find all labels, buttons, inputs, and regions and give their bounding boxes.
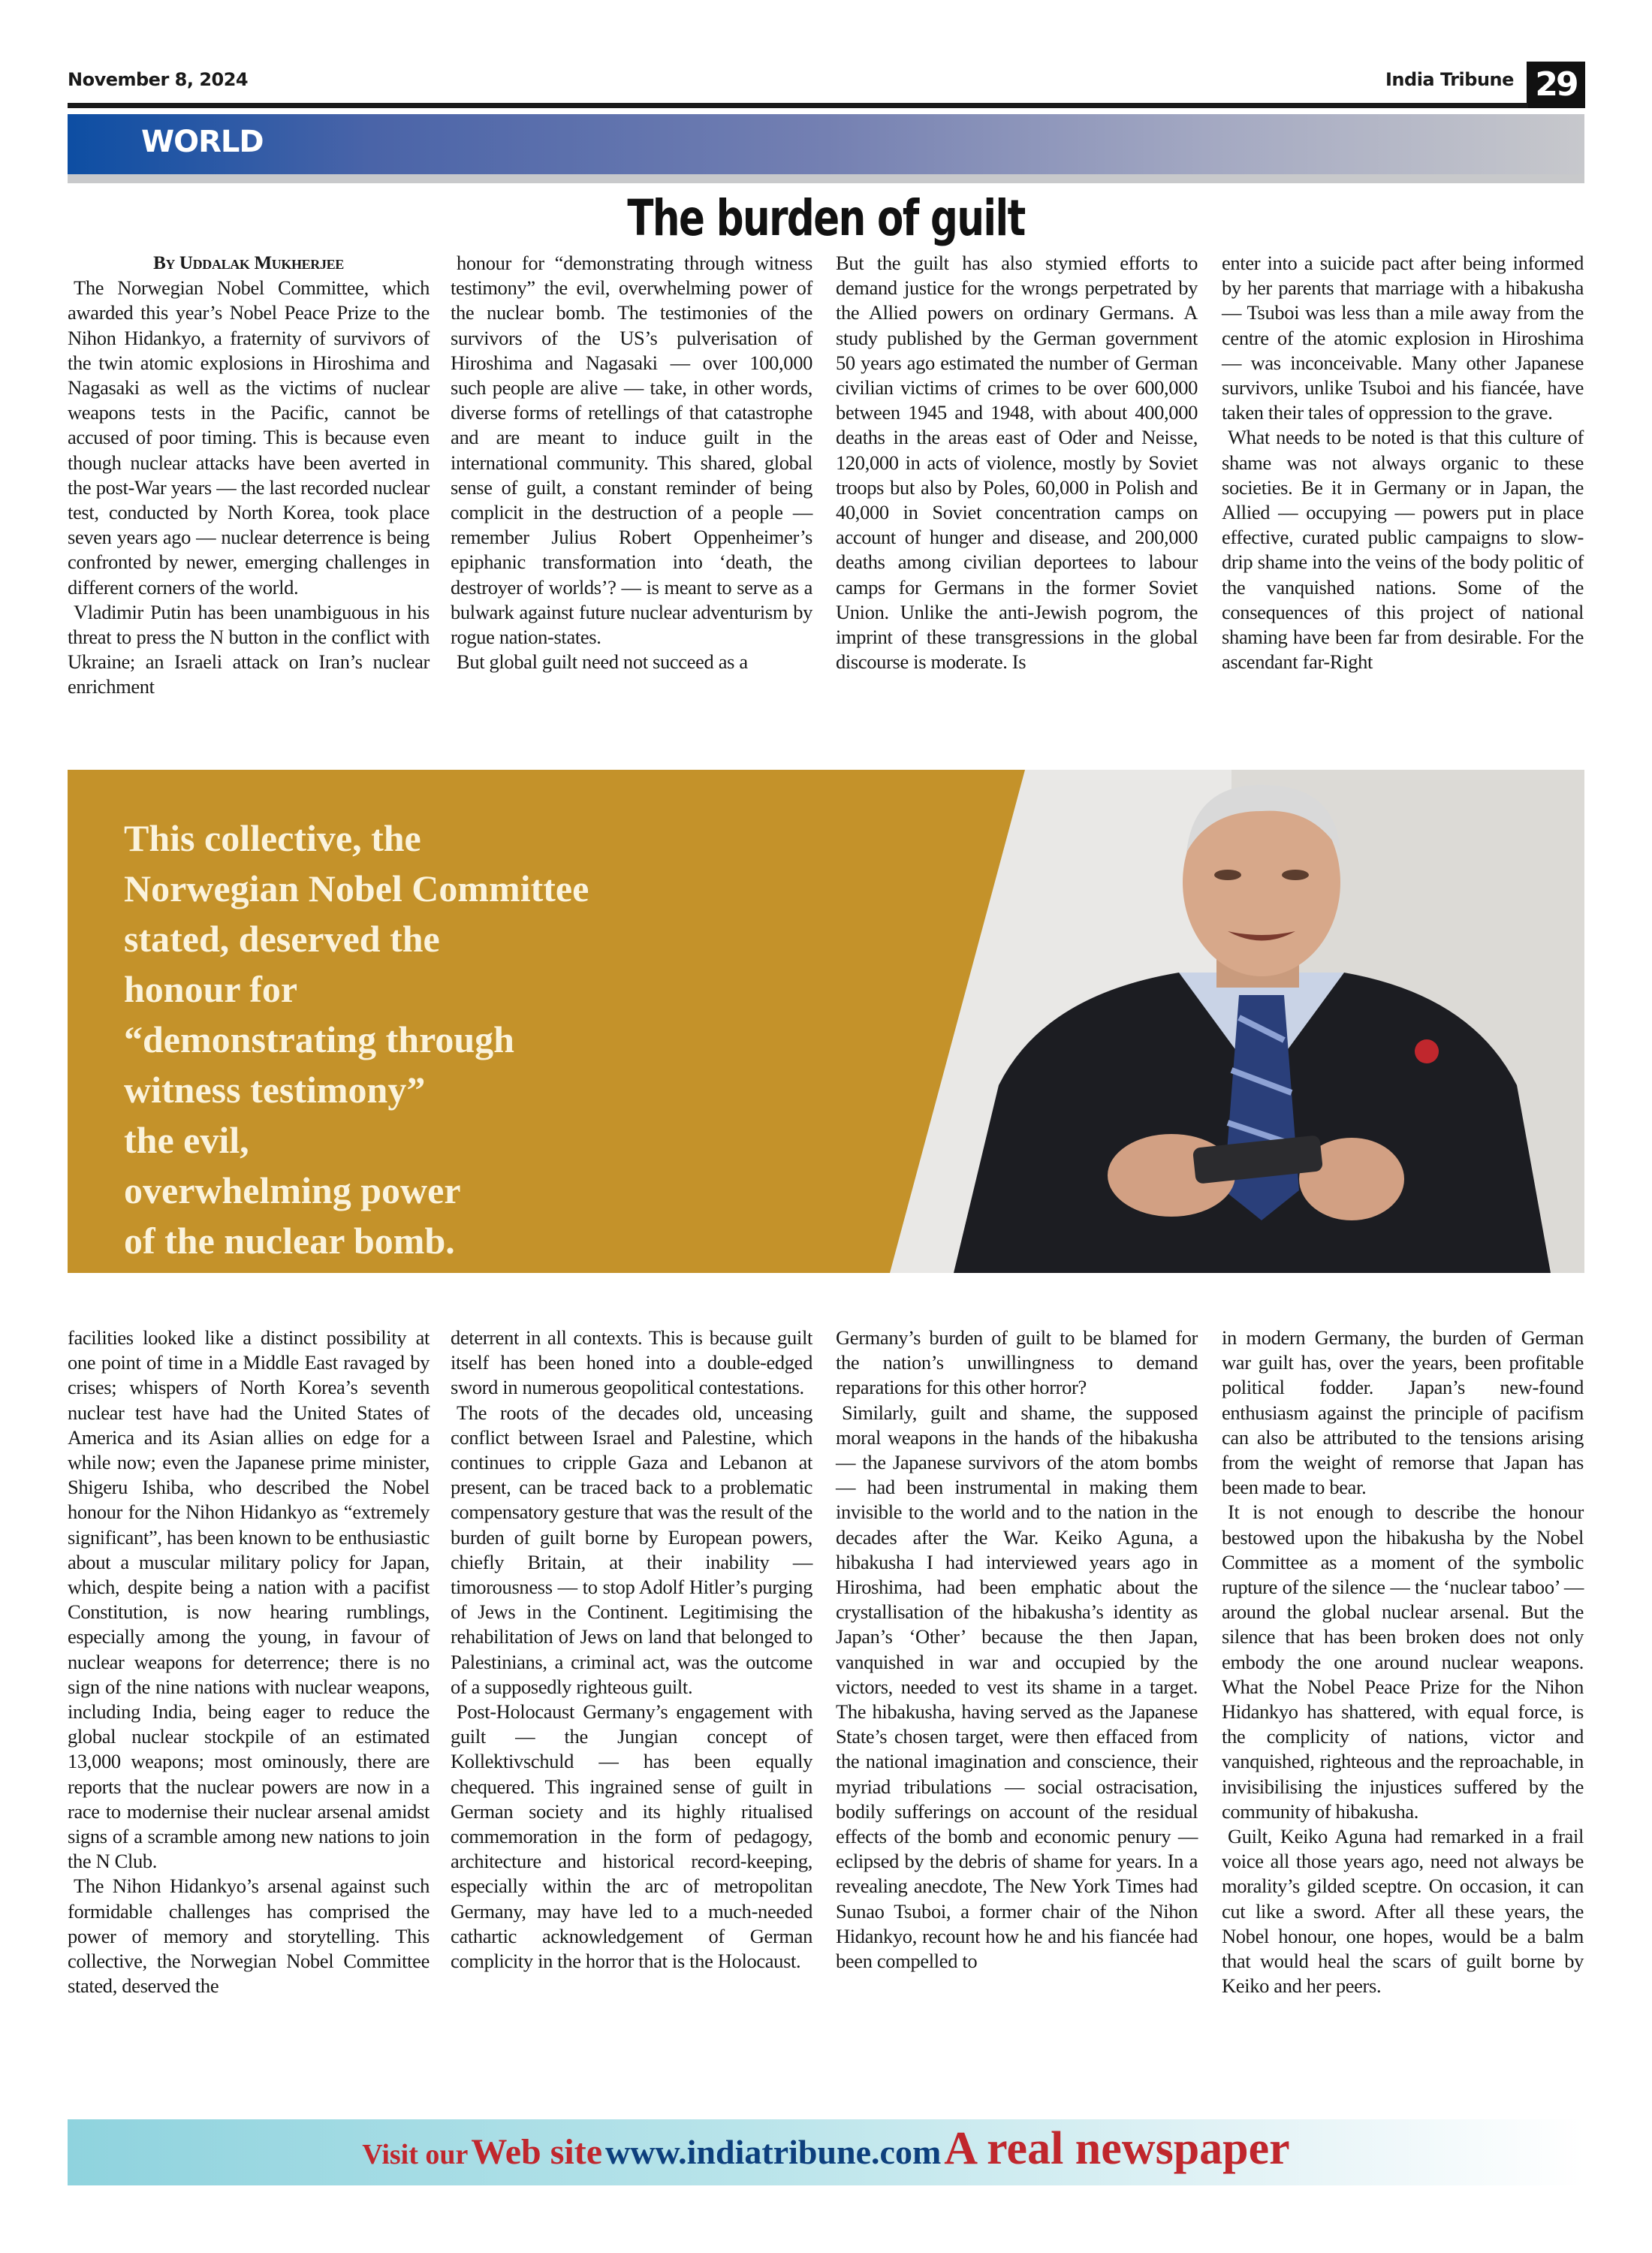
paragraph: Post-Holocaust Germany’s engagement with guilt — the Jungian concept of Kollektivschuld — has been equally chequered. This ingrained sense of guilt in German society and its highly ritualised commemoration in the form of pedagogy, architecture and historical record-keeping, especially within the arc of metropolitan Germany, may have led to a much-needed cathartic acknowledgement of German complicity in the horror that is the Holocaust.: [451, 1700, 812, 1973]
paragraph: Guilt, Keiko Aguna had remarked in a frail voice all those years ago, need not always be morality’s gilded sceptre. On occasion, it can cut like a sword. After all these years, the Nobel honour, one hopes, would be a balm that would heal the scars of guilt borne by Keiko and her peers.: [1222, 1825, 1584, 1998]
website-banner-text: [0, 2122, 1652, 2176]
pull-quote-line: stated, deserved the: [124, 918, 440, 960]
paragraph: Germany’s burden of guilt to be blamed for the nation’s unwillingness to demand reparations for this other horror?: [836, 1326, 1198, 1399]
issue-date: November 8, 2024: [68, 69, 249, 90]
paragraph: honour for “demonstrating through witness testimony” the evil, overwhelming power of the nuclear bomb. The testimonies of the survivors of the US’s pulverisation of Hiroshima and Nagasaki — over 100,000 such people are alive — take, in other words, diverse forms of retellings of that catastrophe and are meant to induce guilt in the international community. This shared, global sense of guilt, a constant reminder of being complicit in the destruction of a people — remember Julius Robert Oppenheimer’s epiphanic transformation into ‘death, the destroyer of worlds’? — is meant to serve as a bulwark against future nuclear adventurism by rogue nation-states.: [451, 252, 812, 649]
paragraph: What needs to be noted is that this culture of shame was not always organic to these societies. Be it in Germany or in Japan, the Allied — occupying — powers put in place effective, curated public campaigns to slow-drip shame into the veins of the body politic of the vanquished nations. Some of the consequences of this project of national shaming have been far from desirable. For the ascendant far-Right: [1222, 426, 1584, 674]
banner-web-site: Web site: [471, 2132, 603, 2172]
paragraph: The Nihon Hidankyo’s arsenal against such formidable challenges has comprised the power of memory and storytelling. This collective, the Norwegian Nobel Committee stated, deserved the: [68, 1874, 430, 1998]
paragraph: But the guilt has also stymied efforts to demand justice for the wrongs perpetrated by the Allied powers on ordinary Germans. A study published by the German government 50 years ago estimated the number of German civilian victims of crimes to be over 600,000 between 1945 and 1948, with about 400,000 deaths in the areas east of Oder and Neisse, 120,000 in acts of violence, mostly by Soviet troops but also by Poles, 60,000 in Polish and 40,000 in Soviet concentration camps on account of hunger and disease, and 200,000 deaths among civilian deportees to labour camps for Germans in the former Soviet Union. Unlike the anti-Jewish pogrom, the imprint of these transgressions in the global discourse is moderate. Is: [836, 252, 1198, 674]
pull-quote-line: “demonstrating through: [124, 1018, 514, 1060]
pull-quote: [124, 813, 589, 1266]
pull-quote-line: the evil,: [124, 1119, 249, 1161]
publication-name: India Tribune: [1385, 69, 1514, 90]
section-label: WORLD: [141, 125, 264, 159]
pull-quote-line: witness testimony”: [124, 1069, 426, 1111]
paragraph: It is not enough to describe the honour bestowed upon the hibakusha by the Nobel Committee as a moment of the symbolic rupture of the silence — the ‘nuclear taboo’ — around the global nuclear arsenal. But the silence that has been broken does not only embody the one around nuclear weapons. What the Nobel Peace Prize for the Nihon Hidankyo has shattered, with equal force, is the complicity of nations, victor and vanquished, righteous and the reproachable, in invisibilising the injustices suffered by the community of hibakusha.: [1222, 1500, 1584, 1823]
paragraph: deterrent in all contexts. This is because guilt itself has been honed into a double-edged sword in numerous geopolitical contestations.: [451, 1326, 812, 1399]
article-column-3-top: [836, 251, 1198, 674]
article-headline: The burden of guilt: [627, 189, 1025, 247]
article-column-3-bottom: [836, 1326, 1198, 1974]
pull-quote-line: of the nuclear bomb.: [124, 1220, 455, 1262]
page-number: 29: [1527, 62, 1585, 108]
section-band-underline: [68, 174, 1584, 183]
pull-quote-line: honour for: [124, 968, 298, 1010]
pull-quote-line: This collective, the: [124, 817, 421, 859]
banner-tagline: A real newspaper: [944, 2123, 1290, 2174]
paragraph: enter into a suicide pact after being informed by her parents that marriage with a hibakusha — Tsuboi was less than a mile away from the centre of the atomic explosion in Hiroshima — was inconceivable. Many other Japanese survivors, unlike Tsuboi and his fiancée, have taken their tales of oppression to the grave.: [1222, 252, 1584, 424]
paragraph: The Norwegian Nobel Committee, which awarded this year’s Nobel Peace Prize to the Nihon Hidankyo, a fraternity of survivors of the twin atomic explosions in Hiroshima and Nagasaki as well as the victims of nuclear weapons tests in the Pacific, cannot be accused of poor timing. This is because even though nuclear attacks have been averted in the post-War years — the last recorded nuclear test, conducted by North Korea, took place seven years ago — nuclear deterrence is being confronted by newer, emerging challenges in different corners of the world.: [68, 276, 430, 599]
article-column-4-top: [1222, 251, 1584, 674]
header-rule: [68, 103, 1528, 108]
banner-visit: Visit our: [362, 2139, 469, 2170]
pull-quote-line: Norwegian Nobel Committee: [124, 867, 589, 909]
paragraph: The roots of the decades old, unceasing conflict between Israel and Palestine, which continues to cripple Gaza and Lebanon at present, can be traced back to a problematic compensatory gesture that was the result of the burden of guilt borne by European powers, chiefly Britain, at their inability — timorousness — to stop Adolf Hitler’s purging of Jews in the Continent. Legitimising the rehabilitation of Jews on land that belonged to Palestinians, a criminal act, was the outcome of a supposedly righteous guilt.: [451, 1401, 812, 1698]
article-column-1-bottom: [68, 1326, 430, 1998]
pull-quote-line: overwhelming power: [124, 1169, 461, 1211]
article-column-4-bottom: [1222, 1326, 1584, 1998]
byline: By Uddalak Mukherjee: [153, 253, 344, 273]
paragraph: Similarly, guilt and shame, the supposed moral weapons in the hands of the hibakusha — the Japanese survivors of the atom bombs — had been instrumental in making them invisible to the world and to the nation in the decades after the War. Keiko Aguna, a hibakusha I had interviewed years ago in Hiroshima, had been emphatic about the crystallisation of the hibakusha’s identity as Japan’s ‘Other’ because the then Japan, vanquished in war and occupied by the victors, needed to vest its shame in a target. The hibakusha, having served as the Japanese State’s chosen target, were then effaced from the national imagination and conscience, their myriad tribulations — social ostracisation, bodily sufferings on account of the residual effects of the bomb and economic penury — eclipsed by the debris of shame for years. In a revealing anecdote, The New York Times had Sunao Tsuboi, a former chair of the Nihon Hidankyo, recount how he and his fiancée had been compelled to: [836, 1401, 1198, 1973]
paragraph: Vladimir Putin has been unambiguous in his threat to press the N button in the conflict with Ukraine; an Israeli attack on Iran’s nuclear enrichment: [68, 600, 430, 698]
paragraph: facilities looked like a distinct possibility at one point of time in a Middle East ravaged by crises; whispers of North Korea’s seventh nuclear test have had the United States of America and its Asian allies on edge for a while now; even the Japanese prime minister, Shigeru Ishiba, who described the Nobel honour for the Nihon Hidankyo as “extremely significant”, has been known to be enthusiastic about a muscular military policy for Japan, which, despite being a nation with a pacifist Constitution, is now hearing rumblings, especially among the young, in favour of nuclear weapons for deterrence; there is no sign of the nine nations with nuclear weapons, including India, being eager to reduce the global nuclear stockpile of an estimated 13,000 weapons; most ominously, there are reports that the nuclear powers are now in a race to modernise their nuclear arsenal amidst signs of a scramble among new nations to join the N Club.: [68, 1326, 430, 1873]
paragraph: in modern Germany, the burden of German war guilt has, over the years, been profitable political fodder. Japan’s new-found enthusiasm against the principle of pacifism can also be attributed to the tensions arising from the weight of remorse that Japan has been made to bear.: [1222, 1326, 1584, 1499]
section-band: [68, 114, 1584, 174]
article-column-1-top: [68, 251, 430, 700]
article-column-2-top: [451, 251, 812, 674]
banner-url-link[interactable]: www.indiatribune.com: [605, 2133, 942, 2171]
paragraph: But global guilt need not succeed as a: [457, 650, 748, 674]
article-column-2-bottom: [451, 1326, 812, 1974]
